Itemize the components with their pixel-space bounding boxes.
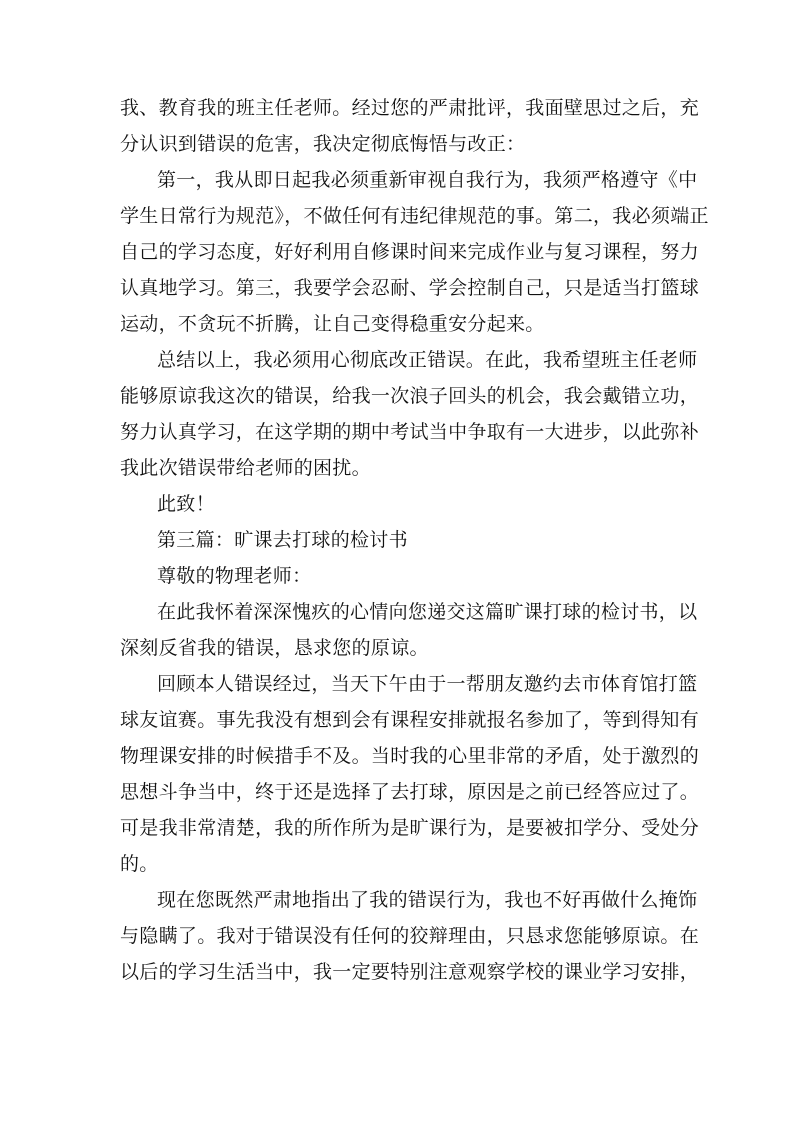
text-line: 球友谊赛。事先我没有想到会有课程安排就报名参加了，等到得知有 <box>120 709 700 731</box>
section-title: 第三篇：旷课去打球的检讨书 <box>157 529 408 551</box>
text-line: 学生日常行为规范》，不做任何有违纪律规范的事。第二，我必须端正 <box>120 205 709 227</box>
text-line: 回顾本人错误经过，当天下午由于一帮朋友邀约去市体育馆打篮 <box>157 673 698 695</box>
text-line: 物理课安排的时候措手不及。当时我的心里非常的矛盾，处于激烈的 <box>120 745 700 767</box>
text-line: 第一，我从即日起我必须重新审视自我行为，我须严格遵守《中 <box>157 169 698 191</box>
letter-greeting: 尊敬的物理老师： <box>157 565 312 587</box>
text-line: 总结以上，我必须用心彻底改正错误。在此，我希望班主任老师 <box>157 349 698 371</box>
text-line: 现在您既然严肃地指出了我的错误行为，我也不好再做什么掩饰 <box>157 889 698 911</box>
text-line: 能够原谅我这次的错误，给我一次浪子回头的机会，我会戴错立功， <box>120 385 700 407</box>
closing-salutation: 此致！ <box>157 493 215 515</box>
text-line: 在此我怀着深深愧疚的心情向您递交这篇旷课打球的检讨书，以 <box>157 601 698 623</box>
text-line: 努力认真学习，在这学期的期中考试当中争取有一大进步，以此弥补 <box>120 421 700 443</box>
document-body <box>120 90 709 990</box>
text-line: 可是我非常清楚，我的所作所为是旷课行为，是要被扣学分、受处分 <box>120 817 700 839</box>
text-line: 我、教育我的班主任老师。经过您的严肃批评，我面壁思过之后，充 <box>120 97 700 119</box>
text-line: 以后的学习生活当中，我一定要特别注意观察学校的课业学习安排， <box>120 961 700 983</box>
text-line: 运动，不贪玩不折腾，让自己变得稳重安分起来。 <box>120 313 545 335</box>
text-line: 自己的学习态度，好好利用自修课时间来完成作业与复习课程，努力 <box>120 241 700 263</box>
text-line: 认真地学习。第三，我要学会忍耐、学会控制自己，只是适当打篮球 <box>120 277 700 299</box>
text-line: 思想斗争当中，终于还是选择了去打球，原因是之前已经答应过了。 <box>120 781 700 803</box>
text-line: 我此次错误带给老师的困扰。 <box>120 457 371 479</box>
text-line: 分认识到错误的危害，我决定彻底悔悟与改正： <box>120 133 526 155</box>
text-line: 与隐瞒了。我对于错误没有任何的狡辩理由，只恳求您能够原谅。在 <box>120 925 700 947</box>
text-line: 的。 <box>120 853 159 875</box>
text-line: 深刻反省我的错误，恳求您的原谅。 <box>120 637 429 659</box>
